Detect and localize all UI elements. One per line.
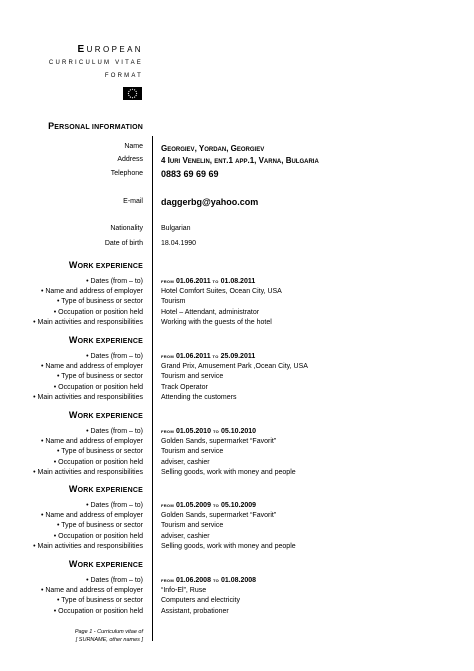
email-label: E-mail <box>123 198 143 205</box>
date-from: 01.06.2008 <box>175 577 211 584</box>
date-from: 01.06.2011 <box>175 278 211 285</box>
dob-value: 18.04.1990 <box>161 240 197 247</box>
to-keyword: to <box>212 503 220 509</box>
heading-rest: ORK EXPERIENCE <box>77 562 143 569</box>
dates-value <box>161 502 256 509</box>
dates-label: • Dates (from – to) <box>86 278 143 285</box>
employer-value: Golden Sands, supermarket “Favorit” <box>161 512 277 520</box>
page-footer <box>75 628 143 644</box>
telephone-label: Telephone <box>110 170 143 177</box>
employer-label: • Name and address of employer <box>40 587 143 595</box>
occupation-value: adviser, cashier <box>161 458 210 466</box>
date-to: 01.08.2011 <box>220 278 256 285</box>
dates-value <box>161 278 255 285</box>
employer-value: Golden Sands, supermarket “Favorit” <box>161 438 277 446</box>
dates-label: • Dates (from – to) <box>86 353 143 360</box>
occupation-label: • Occupation or position held <box>53 383 143 391</box>
occupation-value: adviser, cashier <box>161 532 210 540</box>
occupation-label: • Occupation or position held <box>53 532 143 540</box>
to-keyword: to <box>212 354 219 360</box>
cv-title-line3: FORMAT <box>104 73 143 79</box>
business-label: • Type of business or sector <box>57 298 143 306</box>
occupation-label: • Occupation or position held <box>53 308 143 316</box>
dates-label: • Dates (from – to) <box>86 502 143 509</box>
from-keyword: from <box>161 354 174 360</box>
cv-title-line2: CURRICULUM VITAE <box>48 60 143 66</box>
section-heading-work <box>69 335 143 345</box>
employer-label: • Name and address of employer <box>40 512 143 520</box>
business-label: • Type of business or sector <box>57 522 143 530</box>
heading-cap: W <box>68 559 78 569</box>
name-label: Name <box>124 143 143 150</box>
date-to: 05.10.2009 <box>220 502 257 509</box>
employer-label: • Name and address of employer <box>40 438 143 446</box>
occupation-value: Assistant, probationer <box>161 607 229 615</box>
from-keyword: from <box>161 578 174 584</box>
activities-value: Selling goods, work with money and people <box>161 542 296 550</box>
activities-label: • Main activities and responsibilities <box>33 542 143 550</box>
footer-line1: Page 1 - Curriculum vitae of <box>74 629 143 635</box>
from-keyword: from <box>161 429 174 435</box>
from-keyword: from <box>161 503 174 509</box>
business-value: Computers and electricity <box>161 597 240 605</box>
business-value: Tourism and service <box>161 448 224 456</box>
address-value: 4 Iuri Venelin, ent.1 app.1, Varna, Bulgaria <box>161 156 319 165</box>
section-heading-work <box>69 484 143 494</box>
occupation-label: • Occupation or position held <box>53 607 143 615</box>
nationality-value: Bulgarian <box>161 225 191 232</box>
date-to: 05.10.2010 <box>220 428 257 435</box>
occupation-value: Hotel – Attendant, administrator <box>161 308 260 316</box>
section-heading-personal: PERSONAL INFORMATION <box>48 121 143 131</box>
date-from: 01.06.2011 <box>175 353 211 360</box>
date-from: 01.05.2009 <box>175 502 211 509</box>
business-value: Tourism and service <box>161 373 224 381</box>
heading-cap: W <box>68 410 78 420</box>
employer-label: • Name and address of employer <box>40 363 143 371</box>
section-heading-work <box>69 260 143 270</box>
telephone-value: 0883 69 69 69 <box>161 169 219 179</box>
to-keyword: to <box>212 578 220 584</box>
to-keyword: to <box>212 429 220 435</box>
address-label: Address <box>117 156 143 163</box>
footer-line2: [ SURNAME, other names ] <box>75 637 143 643</box>
activities-label: • Main activities and responsibilities <box>33 393 143 401</box>
heading-cap: W <box>68 484 78 494</box>
date-to: 01.08.2008 <box>220 577 257 584</box>
section-heading-work <box>69 559 143 569</box>
cv-title-line1: EUROPEAN <box>77 44 143 55</box>
activities-value: Working with the guests of the hotel <box>161 318 272 326</box>
business-label: • Type of business or sector <box>57 597 143 605</box>
business-label: • Type of business or sector <box>57 373 143 381</box>
business-value: Tourism <box>161 298 186 306</box>
activities-label: • Main activities and responsibilities <box>33 318 143 326</box>
business-label: • Type of business or sector <box>57 448 143 456</box>
activities-value: Selling goods, work with money and people <box>161 468 296 476</box>
heading-cap: W <box>68 260 78 270</box>
eu-flag-icon <box>123 87 142 100</box>
date-to: 25.09.2011 <box>220 353 256 360</box>
dates-value <box>161 353 255 360</box>
employer-value: Hotel Comfort Suites, Ocean City, USA <box>161 288 282 296</box>
dates-value <box>161 428 256 435</box>
dates-value <box>161 577 256 584</box>
occupation-value: Track Operator <box>161 383 208 391</box>
employer-value: Grand Prix, Amusement Park ,Ocean City, USA <box>161 363 308 371</box>
activities-value: Attending the customers <box>161 393 237 401</box>
nationality-label: Nationality <box>110 225 143 232</box>
heading-rest: ORK EXPERIENCE <box>77 263 143 270</box>
heading-cap: W <box>68 335 78 345</box>
activities-label: • Main activities and responsibilities <box>33 468 143 476</box>
employer-value: “Info-El”, Ruse <box>161 587 207 595</box>
dates-label: • Dates (from – to) <box>86 428 143 435</box>
occupation-label: • Occupation or position held <box>53 458 143 466</box>
from-keyword: from <box>161 279 174 285</box>
section-heading-work <box>69 410 143 420</box>
dob-label: Date of birth <box>104 240 143 247</box>
business-value: Tourism and service <box>161 522 224 530</box>
dates-label: • Dates (from – to) <box>86 577 143 584</box>
email-value: daggerbg@yahoo.com <box>161 197 259 207</box>
column-divider <box>152 136 153 641</box>
to-keyword: to <box>212 279 219 285</box>
name-value: Georgiev, Yordan, Georgiev <box>161 144 265 153</box>
heading-rest: ORK EXPERIENCE <box>77 338 143 345</box>
date-from: 01.05.2010 <box>175 428 211 435</box>
heading-rest: ORK EXPERIENCE <box>77 413 143 420</box>
heading-rest: ORK EXPERIENCE <box>77 487 143 494</box>
employer-label: • Name and address of employer <box>40 288 143 296</box>
